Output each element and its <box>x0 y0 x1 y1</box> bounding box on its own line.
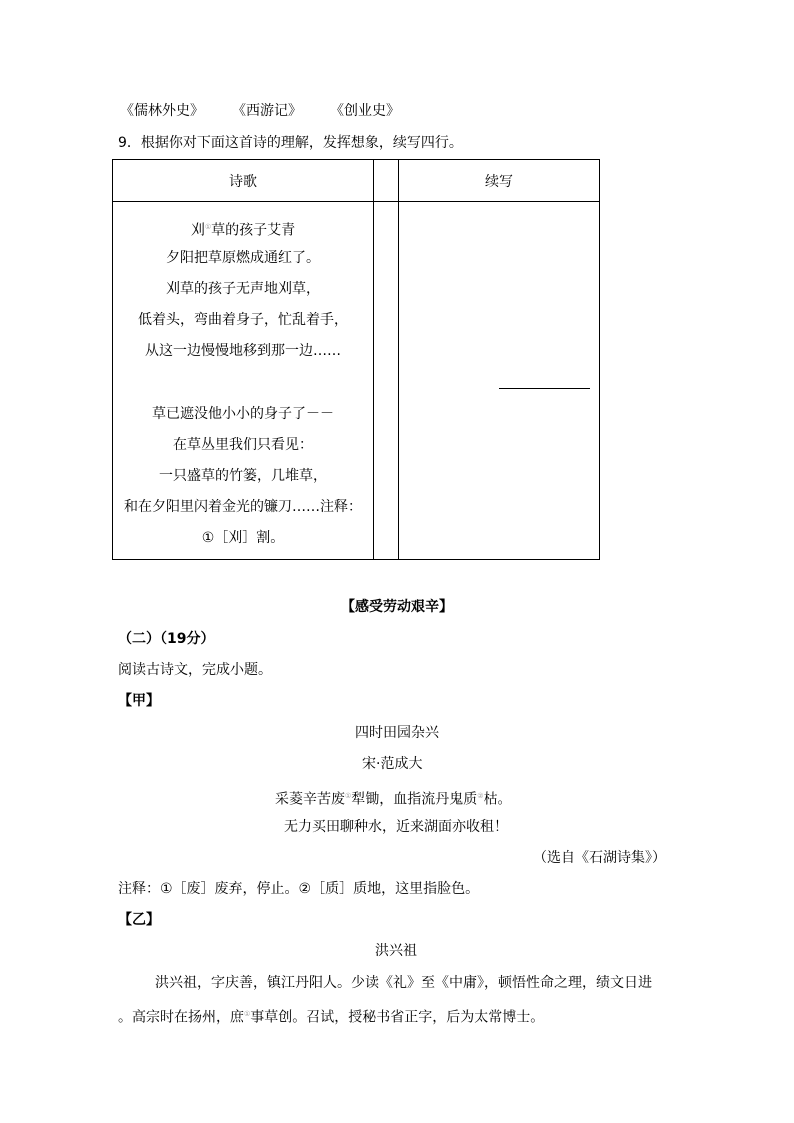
footnote-marker: ① <box>204 223 212 231</box>
poem-line: ①［刈］割。 <box>201 530 285 546</box>
poem-line: 低着头，弯曲着身子，忙乱着手， <box>138 312 348 328</box>
label-yi: 【乙】 <box>118 912 160 928</box>
poem2-line-2: 无力买田聊种水，近来湖面亦收租！ <box>284 819 508 835</box>
instruction: 阅读古诗文，完成小题。 <box>118 662 272 678</box>
book-title-1: 《儒林外史》 <box>120 103 204 119</box>
poem-line: 一只盛草的竹篓，几堆草， <box>159 468 327 484</box>
poem2-author: 宋·范成大 <box>362 756 423 772</box>
poem2-line-1: 采菱辛苦废①犁锄，血指流丹鬼质②枯。 <box>275 791 512 808</box>
poem-line: 从这一边慢慢地移到那一边…… <box>145 343 341 359</box>
footnote-marker: ① <box>244 1010 251 1018</box>
spacer-cell <box>374 202 399 560</box>
answer-blank-line[interactable] <box>499 388 590 389</box>
column-spacer <box>374 160 399 202</box>
part-heading: （二）（19分） <box>118 631 215 647</box>
poem2-title: 四时田园杂兴 <box>355 725 439 741</box>
continue-writing-cell[interactable] <box>399 202 600 560</box>
poem-line: 夕阳把草原燃成通红了。 <box>166 250 320 266</box>
prose-line-1: 洪兴祖，字庆善，镇江丹阳人。少读《礼》至《中庸》，顿悟性命之理，绩文日进 <box>155 975 652 991</box>
poem-line: 草已遮没他小小的身子了－－ <box>152 406 334 422</box>
footnote-marker: ② <box>477 792 484 800</box>
section-title: 【感受劳动艰辛】 <box>341 599 453 615</box>
footnote-marker: ① <box>345 792 352 800</box>
poem2-source: （选自《石湖诗集》） <box>533 850 666 866</box>
prose-line-2: 。高宗时在扬州，庶①事草创。召试，授秘书省正字，后为太常博士。 <box>118 1009 545 1026</box>
poem-line <box>113 367 373 399</box>
poem-line: 刈草的孩子无声地刈草， <box>166 281 320 297</box>
label-jia: 【甲】 <box>118 693 160 709</box>
poem-table <box>112 159 600 560</box>
book-list <box>120 101 400 121</box>
column-header-poem: 诗歌 <box>113 160 374 202</box>
poem2-notes: 注释：①［废］废弃，停止。②［质］质地，这里指脸色。 <box>118 881 480 897</box>
prose-title: 洪兴祖 <box>375 943 417 959</box>
poem-line: 在草丛里我们只看见： <box>173 437 313 453</box>
poem-line: 刈①草的孩子艾青 <box>190 222 296 239</box>
poem-cell <box>113 202 374 560</box>
book-title-2: 《西游记》 <box>232 103 302 119</box>
question-9: 9．根据你对下面这首诗的理解，发挥想象，续写四行。 <box>118 135 463 151</box>
poem-line: 和在夕阳里闪着金光的镰刀……注释： <box>124 499 362 515</box>
book-title-3: 《创业史》 <box>330 103 400 119</box>
column-header-continue: 续写 <box>399 160 600 202</box>
